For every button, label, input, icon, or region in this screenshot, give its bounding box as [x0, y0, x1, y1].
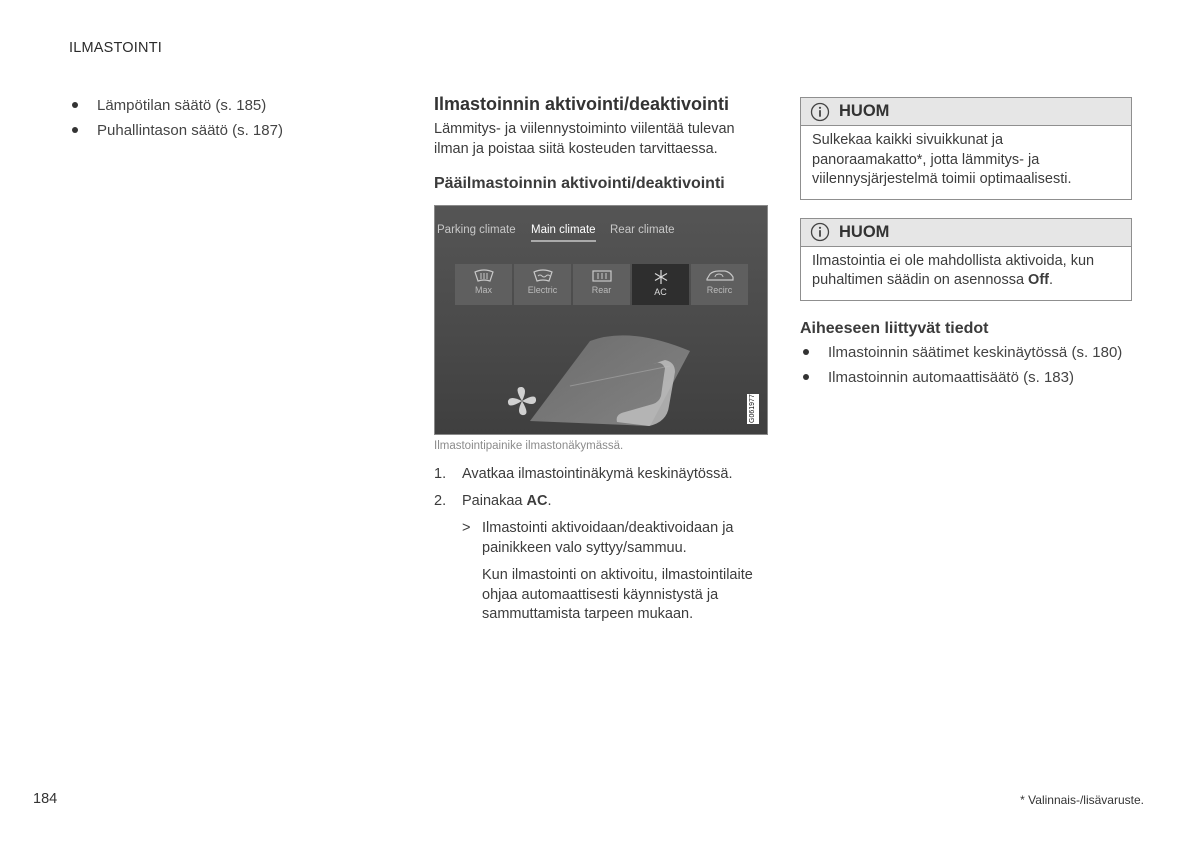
fan-icon — [505, 384, 539, 418]
main-column — [434, 92, 769, 625]
note-title: HUOM — [839, 102, 890, 120]
step-number: 1. — [434, 466, 447, 482]
ac-button — [632, 264, 689, 305]
rear-defrost-button — [573, 264, 630, 305]
step-bold-term: AC — [526, 493, 548, 509]
step-item — [434, 465, 769, 484]
button-label: Recirc — [706, 285, 733, 295]
related-list — [800, 340, 1132, 390]
step-item — [434, 492, 769, 511]
tab-main-climate: Main climate — [531, 224, 596, 236]
section-title: Ilmastoinnin aktivointi/deaktivointi — [434, 94, 730, 114]
electric-windshield-heat-icon — [532, 269, 554, 283]
tab-rear-climate: Rear climate — [610, 224, 675, 236]
info-icon — [810, 222, 830, 242]
list-item[interactable]: Ilmastoinnin säätimet keskinäytössä (s. 180) — [800, 340, 1132, 365]
button-label: Max — [474, 285, 492, 295]
related-title: Aiheeseen liittyvät tiedot — [800, 319, 989, 337]
steps-list — [434, 465, 769, 511]
note-header — [801, 98, 1131, 126]
related-info — [800, 318, 1132, 390]
step-number: 2. — [434, 493, 447, 509]
step-text-end: . — [547, 493, 552, 509]
climate-screen-illustration — [434, 205, 768, 435]
page-number: 184 — [33, 791, 58, 807]
note-bold-term: Off — [1028, 272, 1049, 288]
recirc-button — [691, 264, 748, 305]
note-text-start: Ilmastointia ei ole mahdollista aktivoida, kun puhaltimen säädin on asennossa — [812, 252, 1095, 288]
snowflake-icon — [650, 269, 672, 285]
climate-button-row — [455, 264, 748, 305]
step-result — [434, 519, 769, 558]
rear-window-defrost-icon — [591, 269, 613, 283]
info-icon — [810, 102, 830, 122]
result-note: Kun ilmastointi on aktivoitu, ilmastointilaite ohjaa automaattisesti käynnistystä ja sammuttamista tarpeen mukaan. — [482, 567, 753, 622]
note-box — [800, 218, 1132, 301]
page-header: ILMASTOINTI — [69, 40, 162, 56]
result-text: Ilmastointi aktivoidaan/deaktivoidaan ja painikkeen valo syttyy/sammuu. — [482, 520, 734, 556]
windshield-max-defrost-icon — [473, 269, 495, 283]
step-text: Painakaa — [462, 493, 527, 509]
intro-text: Lämmitys- ja viilennystoiminto viilentää tulevan ilman ja poistaa siitä kosteuden tarvittaessa. — [434, 121, 735, 157]
max-defrost-button — [455, 264, 512, 305]
tab-parking-climate: Parking climate — [437, 224, 516, 236]
note-text-end: . — [1048, 272, 1054, 288]
note-box — [800, 97, 1132, 200]
note-header — [801, 219, 1131, 247]
right-column — [800, 97, 1132, 390]
figure-caption: Ilmastointipainike ilmastonäkymässä. — [434, 440, 624, 452]
seat-icon — [605, 356, 685, 435]
button-label: Rear — [591, 285, 612, 295]
recirculation-icon — [705, 269, 735, 283]
list-item[interactable]: Puhallintason säätö (s. 187) — [69, 118, 369, 143]
image-code: G061977 — [747, 394, 759, 424]
note-text — [801, 247, 1131, 300]
list-item[interactable]: Lämpötilan säätö (s. 185) — [69, 93, 369, 118]
subsection-title: Pääilmastoinnin aktivointi/deaktivointi — [434, 175, 725, 192]
result-arrow: > — [462, 520, 471, 536]
electric-heat-button — [514, 264, 571, 305]
note-title: HUOM — [839, 222, 890, 241]
note-text: Sulkekaa kaikki sivuikkunat ja panoraamakatto*, jotta lämmitys- ja viilennysjärjestelmä toimii optimaalisesti. — [812, 132, 1072, 187]
button-label: AC — [654, 287, 667, 297]
left-column — [69, 93, 369, 143]
related-links-list — [69, 93, 369, 143]
step-text: Avatkaa ilmastointinäkymä keskinäytössä. — [462, 466, 733, 482]
list-item[interactable]: Ilmastoinnin automaattisäätö (s. 183) — [800, 365, 1132, 390]
footnote: * Valinnais-/lisävaruste. — [1020, 793, 1144, 807]
button-label: Electric — [527, 285, 558, 295]
